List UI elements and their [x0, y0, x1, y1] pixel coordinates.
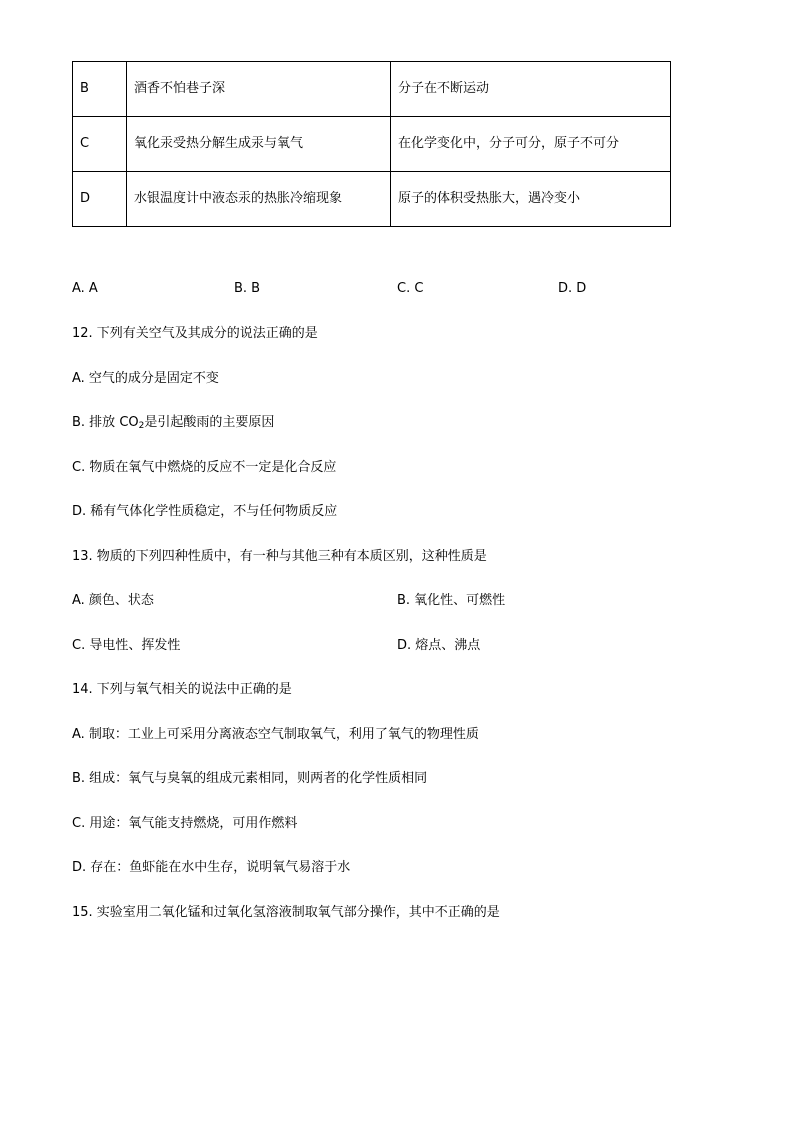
q12-option-c: C. 物质在氧气中燃烧的反应不一定是化合反应 [72, 460, 337, 475]
q12-option-b [72, 414, 274, 432]
table-row [73, 117, 671, 172]
q14-option-c: C. 用途：氧气能支持燃烧，可用作燃料 [72, 816, 298, 831]
q15-stem: 15. 实验室用二氧化锰和过氧化氢溶液制取氧气部分操作，其中不正确的是 [72, 905, 500, 920]
q14-option-d: D. 存在：鱼虾能在水中生存，说明氧气易溶于水 [72, 860, 351, 875]
row-explanation: 分子在不断运动 [391, 62, 671, 117]
q11-option-b: B. B [234, 281, 261, 296]
row-phenomenon: 酒香不怕巷子深 [127, 62, 391, 117]
row-explanation: 原子的体积受热胀大，遇冷变小 [391, 172, 671, 227]
q13-option-b: B. 氧化性、可燃性 [397, 593, 506, 608]
table-row [73, 172, 671, 227]
row-phenomenon: 氧化汞受热分解生成汞与氧气 [127, 117, 391, 172]
q13-option-c: C. 导电性、挥发性 [72, 638, 181, 653]
q11-option-c: C. C [397, 281, 424, 296]
table-row [73, 62, 671, 117]
q14-option-b: B. 组成：氧气与臭氧的组成元素相同，则两者的化学性质相同 [72, 771, 428, 786]
q13-option-d: D. 熔点、沸点 [397, 638, 481, 653]
q13-stem: 13. 物质的下列四种性质中，有一种与其他三种有本质区别，这种性质是 [72, 549, 487, 564]
q12-option-b-post: 是引起酸雨的主要原因 [144, 415, 275, 430]
q12-option-a: A. 空气的成分是固定不变 [72, 371, 219, 386]
q14-option-a: A. 制取：工业上可采用分离液态空气制取氧气，利用了氧气的物理性质 [72, 727, 479, 742]
option-table [72, 61, 671, 227]
q11-option-a: A. A [72, 281, 98, 296]
row-label: D [73, 172, 127, 227]
row-phenomenon: 水银温度计中液态汞的热胀冷缩现象 [127, 172, 391, 227]
q12-option-d: D. 稀有气体化学性质稳定，不与任何物质反应 [72, 504, 338, 519]
row-explanation: 在化学变化中，分子可分，原子不可分 [391, 117, 671, 172]
row-label: C [73, 117, 127, 172]
co2-subscript: 2 [138, 421, 145, 431]
row-label: B [73, 62, 127, 117]
q12-option-b-pre: B. 排放 CO [72, 415, 139, 430]
q11-option-d: D. D [558, 281, 587, 296]
q13-option-a: A. 颜色、状态 [72, 593, 154, 608]
q12-stem: 12. 下列有关空气及其成分的说法正确的是 [72, 326, 318, 341]
q14-stem: 14. 下列与氧气相关的说法中正确的是 [72, 682, 292, 697]
